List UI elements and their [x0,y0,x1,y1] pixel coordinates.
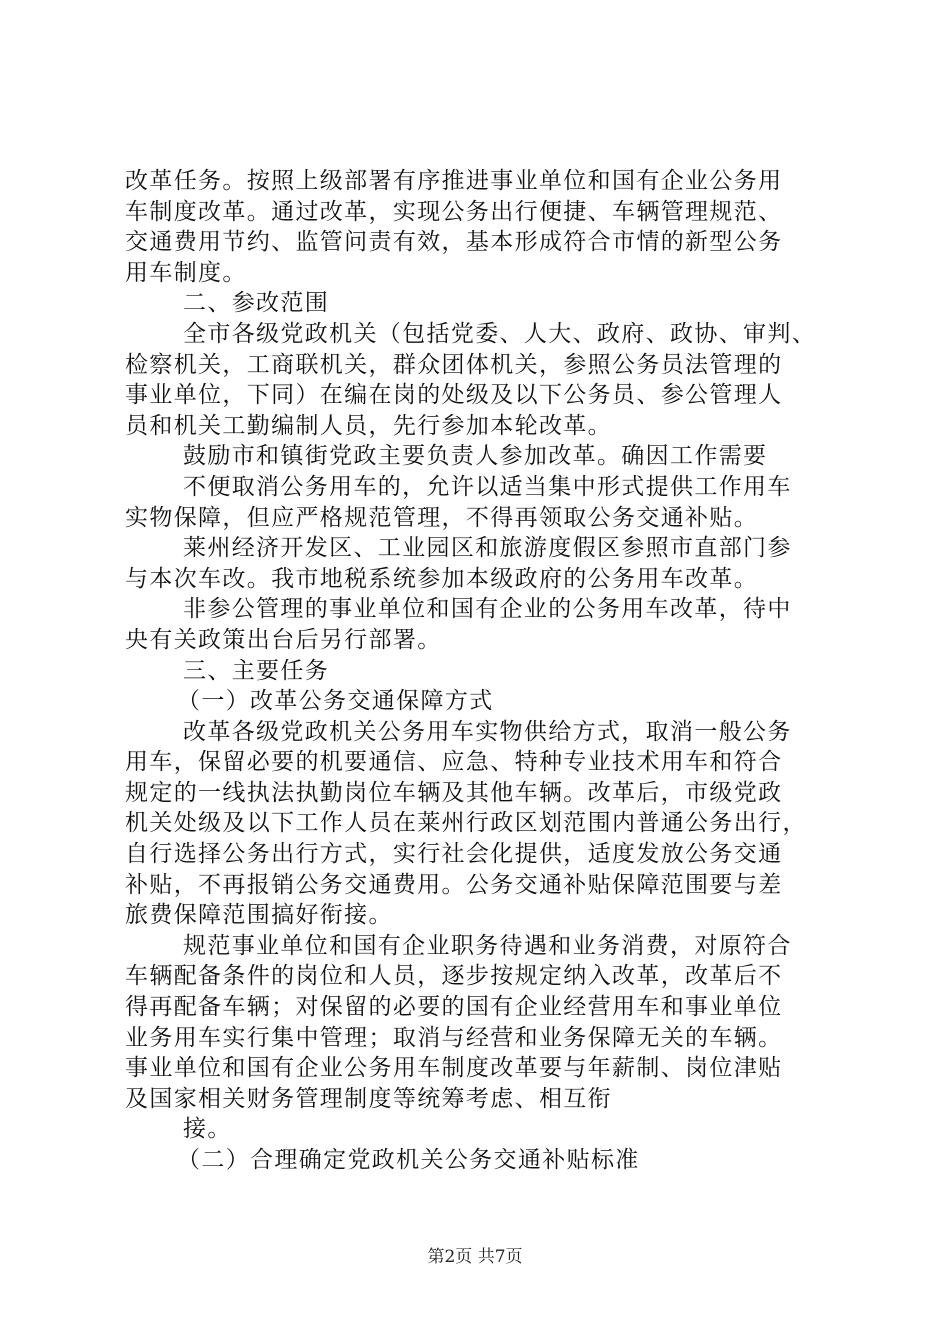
page-number: 第2页 共7页 [427,1247,523,1267]
body-line: 用车制度。 [125,259,247,286]
body-line: 接。 [183,1116,232,1143]
document-body [125,166,845,1176]
body-line: 交通费用节约、监管问责有效，基本形成符合市情的新型公务 [125,229,783,256]
body-line: 改革任务。按照上级部署有序推进事业单位和国有企业公务用 [125,168,783,194]
body-line: 旅费保障范围搞好衔接。 [125,902,393,929]
subsection-heading: （一）改革公务交通保障方式 [177,688,494,715]
body-line: 车辆配备条件的岗位和人员，逐步按规定纳入改革，改革后不 [125,963,783,990]
subsection-heading: （二）合理确定党政机关公务交通补贴标准 [177,1147,640,1173]
body-line: 补贴，不再报销公务交通费用。公务交通补贴保障范围要与差 [125,871,783,898]
body-line: 改革各级党政机关公务用车实物供给方式，取消一般公务 [183,718,792,745]
body-line: 鼓励市和镇街党政主要负责人参加改革。确因工作需要 [183,443,768,470]
body-line: 规范事业单位和国有企业职务待遇和业务消费，对原符合 [183,932,792,959]
body-line: 机关处级及以下工作人员在莱州行政区划范围内普通公务出行， [125,810,807,837]
body-line: 实物保障，但应严格规范管理，不得再领取公务交通补贴。 [125,504,759,531]
body-line: 与本次车改。我市地税系统参加本级政府的公务用车改革。 [125,565,759,592]
body-line: 用车，保留必要的机要通信、应急、特种专业技术用车和符合 [125,749,783,776]
body-line: 得再配备车辆；对保留的必要的国有企业经营用车和事业单位 [125,994,783,1021]
body-line: 非参公管理的事业单位和国有企业的公务用车改革，待中 [183,596,792,623]
section-heading: 二、参改范围 [183,290,330,317]
body-line: 事业单位，下同）在编在岗的处级及以下公务员、参公管理人 [125,382,783,409]
body-line: 车制度改革。通过改革，实现公务出行便捷、车辆管理规范、 [125,198,783,225]
body-line: 央有关政策出台后另行部署。 [125,626,442,653]
body-line: 自行选择公务出行方式，实行社会化提供，适度发放公务交通 [125,841,783,868]
body-line: 规定的一线执法执勤岗位车辆及其他车辆。改革后，市级党政 [125,779,783,806]
body-line: 事业单位和国有企业公务用车制度改革要与年薪制、岗位津贴 [125,1055,783,1082]
section-heading: 三、主要任务 [183,657,330,684]
body-line: 业务用车实行集中管理；取消与经营和业务保障无关的车辆。 [125,1024,783,1051]
body-line: 不便取消公务用车的，允许以适当集中形式提供工作用车 [183,473,792,500]
body-line: 检察机关，工商联机关，群众团体机关，参照公务员法管理的 [125,351,783,378]
body-line: 员和机关工勤编制人员，先行参加本轮改革。 [125,412,612,439]
body-line: 及国家相关财务管理制度等统筹考虑、相互衔 [125,1085,612,1112]
body-line: 莱州经济开发区、工业园区和旅游度假区参照市直部门参 [183,535,792,562]
body-line: 全市各级党政机关（包括党委、人大、政府、政协、审判、 [183,320,817,347]
